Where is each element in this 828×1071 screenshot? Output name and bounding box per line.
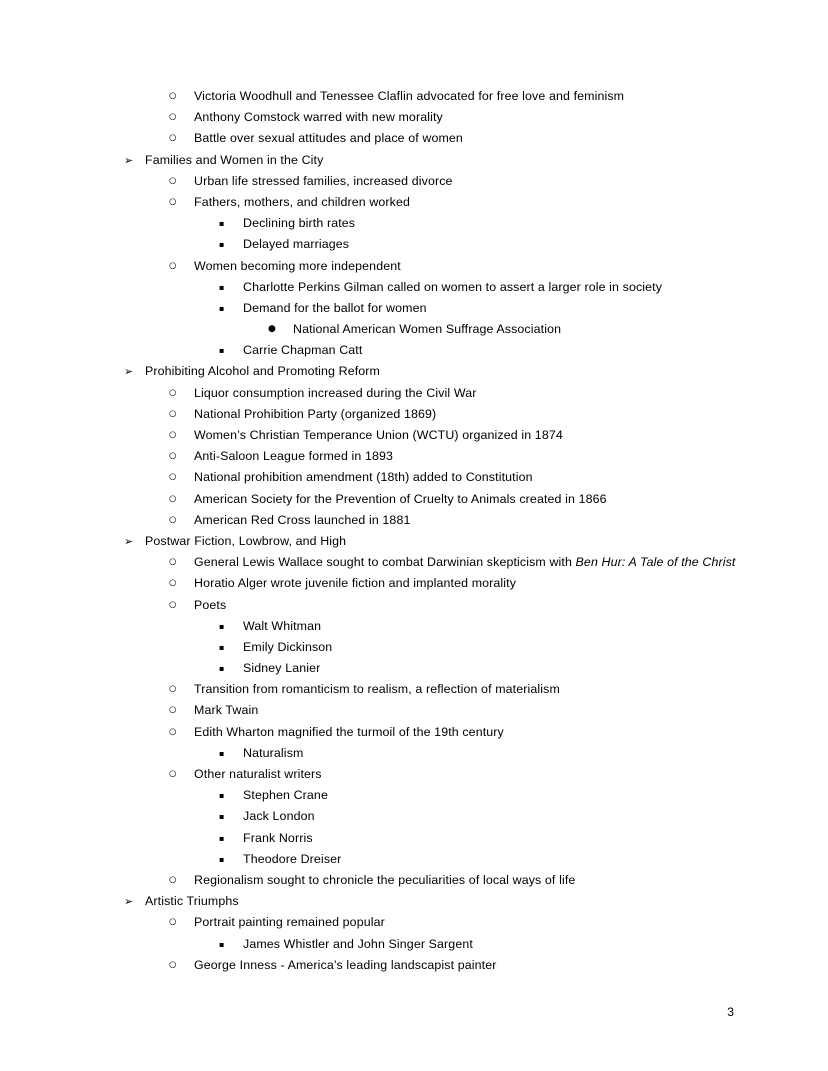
outline-item [0, 86, 828, 107]
outline-item-text-italic: Ben Hur: A Tale of the Christ [575, 555, 736, 570]
bullet-level-2-icon: ○ [169, 408, 177, 419]
outline-item-text [194, 86, 624, 107]
outline-item-text-plain: Regionalism sought to chronicle the peculiarities of local ways of life [194, 872, 576, 887]
outline-item-text-plain: Delayed marriages [243, 237, 350, 252]
outline-item [0, 234, 828, 255]
bullet-level-2-icon: ○ [169, 578, 177, 589]
outline-item [0, 404, 828, 425]
bullet-level-2-icon: ○ [169, 175, 177, 186]
bullet-level-3-icon: ▪ [219, 791, 225, 801]
outline-item-text-plain: General Lewis Wallace sought to combat Darwinian skepticism with [194, 555, 576, 570]
outline-item-text [243, 828, 313, 849]
outline-item [0, 531, 828, 552]
outline-item-text-plain: Victoria Woodhull and Tenessee Claflin advocated for free love and feminism [194, 89, 625, 103]
bullet-level-2-icon: ○ [169, 557, 177, 568]
page-number: 3 [727, 1005, 734, 1019]
outline-item [0, 256, 828, 277]
outline-item-text-plain: Charlotte Perkins Gilman called on women to assert a larger role in society [243, 279, 663, 294]
outline-item [0, 722, 828, 743]
outline-item-text [194, 489, 607, 510]
outline-item-text [243, 277, 662, 298]
outline-item [0, 383, 828, 404]
bullet-level-2-icon: ○ [169, 133, 177, 144]
bullet-level-3-icon: ▪ [219, 939, 225, 949]
outline-item-text-plain: American Society for the Prevention of Cruelty to Animals created in 1866 [194, 491, 607, 506]
bullet-level-2-icon: ○ [169, 514, 177, 525]
outline-item-text-plain: Theodore Dreiser [243, 851, 342, 866]
outline-item [0, 425, 828, 446]
outline-item-text [293, 319, 561, 340]
outline-item-text-plain: Postwar Fiction, Lowbrow, and High [145, 533, 347, 548]
outline-item [0, 489, 828, 510]
outline-item-text-plain: James Whistler and John Singer Sargent [243, 936, 473, 951]
bullet-level-2-icon: ○ [169, 705, 177, 716]
outline-item [0, 891, 828, 912]
bullet-level-3-icon: ▪ [219, 664, 225, 674]
outline-item [0, 446, 828, 467]
outline-item-text [194, 425, 563, 446]
outline-item-text-plain: Battle over sexual attitudes and place of women [194, 131, 463, 146]
bullet-level-1-icon: ➢ [124, 895, 134, 909]
outline-item-text-plain: Urban life stressed families, increased divorce [194, 173, 453, 188]
outline-item-text [194, 383, 476, 404]
outline-item-text [194, 764, 322, 785]
outline-item [0, 319, 828, 340]
bullet-level-2-icon: ○ [169, 726, 177, 737]
bullet-level-2-icon: ○ [169, 430, 177, 440]
outline-item-text [145, 891, 239, 912]
outline-item-text-plain: Naturalism [243, 745, 304, 760]
outline-item-text [194, 595, 226, 616]
outline-item [0, 298, 828, 319]
bullet-level-2-icon: ○ [169, 769, 177, 779]
outline-item [0, 107, 828, 128]
outline-item-text-plain: Transition from romanticism to realism, a reflection of materialism [194, 682, 560, 697]
outline-item-text-plain: Walt Whitman [243, 618, 322, 633]
outline-item [0, 700, 828, 721]
outline-item [0, 955, 828, 976]
outline-item [0, 213, 828, 234]
outline-item-text [194, 722, 504, 743]
outline-item [0, 552, 828, 573]
outline-item [0, 849, 828, 870]
outline-item-text [194, 870, 575, 891]
outline-item-text-plain: Prohibiting Alcohol and Promoting Reform [145, 364, 380, 379]
outline-item [0, 679, 828, 700]
outline-item-text [194, 107, 443, 128]
outline-item [0, 361, 828, 382]
outline-item-text-plain: Horatio Alger wrote juvenile fiction and implanted morality [194, 576, 517, 591]
outline-item [0, 510, 828, 531]
bullet-level-3-icon: ▪ [219, 642, 225, 652]
outline-item-text-plain: Families and Women in the City [145, 152, 324, 167]
bullet-level-3-icon: ▪ [219, 282, 225, 292]
outline-item-text [194, 679, 560, 700]
outline-item [0, 828, 828, 849]
outline-item [0, 171, 828, 192]
outline-item-text-plain: Poets [194, 597, 227, 612]
outline-item-text [243, 298, 427, 319]
bullet-level-2-icon: ○ [169, 917, 177, 928]
outline-item-text-plain: Edith Wharton magnified the turmoil of the 19th century [194, 724, 504, 739]
outline-item [0, 128, 828, 149]
bullet-level-3-icon: ▪ [219, 812, 225, 822]
outline-item-text [243, 658, 320, 679]
outline-item [0, 637, 828, 658]
outline-item-text [243, 340, 362, 361]
outline-item-text [243, 213, 355, 234]
bullet-level-2-icon: ○ [169, 196, 177, 207]
outline-item-text-plain: Women becoming more independent [194, 258, 401, 273]
bullet-level-2-icon: ○ [169, 472, 177, 483]
outline-item [0, 743, 828, 764]
outline-item-text [243, 616, 321, 637]
outline-item-text [194, 955, 497, 976]
outline-item [0, 764, 828, 785]
outline-item [0, 192, 828, 213]
bullet-level-2-icon: ○ [169, 599, 177, 610]
outline-list [0, 86, 828, 976]
outline-item-text-plain: Anti-Saloon League formed in 1893 [194, 449, 394, 464]
outline-item-text-plain: Other naturalist writers [194, 767, 322, 781]
bullet-level-3-icon: ▪ [219, 240, 225, 250]
outline-item-text-plain: Artistic Triumphs [145, 894, 239, 909]
outline-item-text [194, 700, 258, 721]
outline-item-text-plain: Anthony Comstock warred with new morality [194, 110, 443, 125]
bullet-level-2-icon: ○ [169, 684, 177, 695]
bullet-level-2-icon: ○ [169, 112, 177, 123]
outline-item-text [194, 510, 410, 531]
outline-item-text-plain: National American Women Suffrage Association [293, 322, 562, 337]
bullet-level-2-icon: ○ [169, 874, 177, 885]
bullet-level-3-icon: ▪ [219, 219, 225, 229]
outline-item [0, 467, 828, 488]
outline-item [0, 870, 828, 891]
outline-item-text-plain: National Prohibition Party (organized 1869) [194, 406, 437, 421]
outline-item-text [145, 361, 380, 382]
outline-item-text-plain: Carrie Chapman Catt [243, 343, 363, 358]
outline-item-text-plain: Sidney Lanier [243, 661, 321, 676]
bullet-level-3-icon: ▪ [219, 621, 225, 631]
bullet-level-1-icon: ➢ [124, 365, 134, 379]
bullet-level-3-icon: ▪ [219, 833, 225, 843]
outline-item [0, 340, 828, 361]
outline-item-text [194, 171, 453, 192]
bullet-level-2-icon: ○ [169, 387, 177, 398]
outline-item-text [194, 256, 401, 277]
outline-item-text-plain: American Red Cross launched in 1881 [194, 512, 411, 527]
outline-item-text [243, 934, 473, 955]
outline-item-text [194, 128, 463, 149]
outline-item-text-plain: Fathers, mothers, and children worked [194, 194, 411, 209]
outline-item [0, 595, 828, 616]
outline-item [0, 277, 828, 298]
outline-item-text [194, 552, 735, 573]
outline-item-text-plain: Women’s Christian Temperance Union (WCTU) organized in 1874 [194, 428, 563, 442]
bullet-level-1-icon: ➢ [124, 153, 134, 167]
outline-item-text [243, 785, 328, 806]
outline-item-text-plain: Frank Norris [243, 830, 313, 845]
outline-item-text [194, 446, 393, 467]
outline-item-text-plain: Declining birth rates [243, 216, 356, 231]
outline-item [0, 806, 828, 827]
outline-item-text-plain: National prohibition amendment (18th) added to Constitution [194, 470, 533, 485]
outline-item [0, 785, 828, 806]
outline-item-text [194, 192, 410, 213]
outline-item-text-plain: Demand for the ballot for women [243, 300, 427, 315]
bullet-level-2-icon: ○ [169, 451, 177, 462]
bullet-level-3-icon: ▪ [219, 854, 225, 864]
outline-item-text [145, 531, 346, 552]
outline-item-text-plain: George Inness - America’s leading landscapist painter [194, 957, 497, 972]
outline-item-text-plain: Jack London [243, 809, 315, 824]
bullet-level-3-icon: ▪ [219, 303, 225, 313]
outline-item-text [243, 637, 332, 658]
outline-item-text [243, 234, 349, 255]
outline-item-text [194, 573, 516, 594]
outline-item-text-plain: Mark Twain [194, 703, 259, 718]
bullet-level-4-icon: ● [268, 324, 276, 335]
bullet-level-2-icon: ○ [169, 91, 177, 101]
outline-item-text [145, 150, 323, 171]
outline-item [0, 573, 828, 594]
outline-item [0, 150, 828, 171]
outline-item-text-plain: Stephen Crane [243, 788, 328, 803]
bullet-level-2-icon: ○ [169, 260, 177, 271]
outline-item [0, 934, 828, 955]
outline-item-text-plain: Portrait painting remained popular [194, 915, 385, 930]
outline-item-text [243, 806, 315, 827]
outline-item-text [194, 467, 533, 488]
bullet-level-3-icon: ▪ [219, 346, 225, 356]
outline-item-text [243, 743, 303, 764]
outline-item [0, 616, 828, 637]
bullet-level-2-icon: ○ [169, 493, 177, 504]
bullet-level-1-icon: ➢ [124, 534, 134, 548]
outline-item-text-plain: Liquor consumption increased during the Civil War [194, 385, 477, 400]
outline-item-text [194, 404, 436, 425]
outline-item-text-plain: Emily Dickinson [243, 639, 333, 654]
outline-item-text [243, 849, 341, 870]
bullet-level-2-icon: ○ [169, 959, 177, 970]
outline-item [0, 912, 828, 933]
outline-item-text [194, 912, 385, 933]
outline-item [0, 658, 828, 679]
bullet-level-3-icon: ▪ [219, 748, 225, 758]
